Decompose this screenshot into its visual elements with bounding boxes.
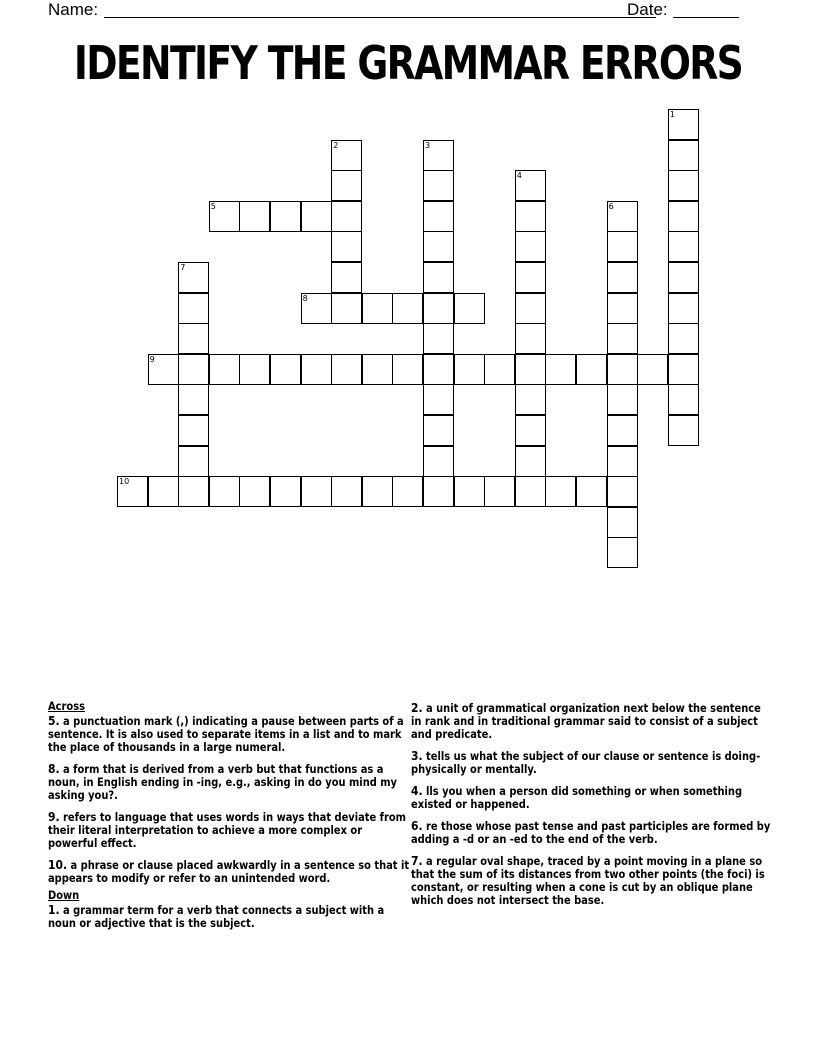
crossword-cell[interactable] [423,415,454,446]
crossword-cell[interactable] [362,476,393,507]
crossword-cell[interactable] [209,476,240,507]
crossword-cell[interactable] [331,231,362,262]
crossword-cell[interactable] [607,537,638,568]
down-title: Down [48,888,80,902]
clue-number: 2. [411,700,423,715]
name-label: Name: [48,0,99,19]
clue-text: re those whose past tense and past participles are formed by adding a -d or an -ed to the end of the verb. [411,819,771,846]
crossword-cell[interactable] [178,446,209,477]
crossword-cell[interactable] [515,446,546,477]
crossword-cell[interactable] [637,354,668,385]
crossword-cell[interactable] [545,476,576,507]
clues-column-right [411,701,774,915]
clue-down-2 [411,701,774,741]
crossword-cell[interactable] [607,231,638,262]
crossword-cell[interactable] [515,384,546,415]
clue-down-1 [48,903,409,930]
crossword-cell[interactable] [515,262,546,293]
crossword-cell[interactable] [576,354,607,385]
clue-down-4 [411,784,774,811]
crossword-cell[interactable] [331,293,362,324]
crossword-cell[interactable] [331,476,362,507]
cell-number: 9 [149,354,155,364]
crossword-cell[interactable] [423,262,454,293]
crossword-cell[interactable] [239,201,270,232]
crossword-cell[interactable] [515,415,546,446]
crossword-cell[interactable] [423,293,454,324]
clue-text: a grammar term for a verb that connects a subject with a noun or adjective that is the subject. [48,903,385,930]
clue-across-9 [48,810,409,850]
clue-text: a phrase or clause placed awkwardly in a sentence so that it appears to modify or refer to an unintended word. [48,858,410,885]
clue-across-5 [48,714,409,754]
crossword-cell[interactable] [331,170,362,201]
crossword-cell[interactable] [178,323,209,354]
clue-text: a punctuation mark (,) indicating a pause between parts of a sentence. It is also used to separate items in a list and to mark the place of thousands in a large numeral. [48,714,404,754]
crossword-cell[interactable] [148,476,179,507]
cell-number: 1 [669,110,675,119]
crossword-cell[interactable] [668,354,699,385]
cell-number: 4 [516,171,522,181]
crossword-cell[interactable] [209,201,240,232]
crossword-cell[interactable] [668,140,699,171]
clue-across-10 [48,858,409,885]
crossword-cell[interactable] [607,323,638,354]
crossword-cell[interactable] [454,476,485,507]
clues-column-left [48,700,409,938]
crossword-cell[interactable] [331,140,362,171]
clue-text: a form that is derived from a verb but that functions as a noun, in English ending in -ing, e.g., asking in do you mind my asking you?. [48,762,398,802]
clue-number: 1. [48,902,60,917]
crossword-cell[interactable] [301,476,332,507]
crossword-cell[interactable] [148,354,179,385]
crossword-cell[interactable] [515,293,546,324]
clue-down-3 [411,749,774,776]
crossword-cell[interactable] [270,201,301,232]
crossword-cell[interactable] [607,354,638,385]
crossword-cell[interactable] [301,293,332,324]
crossword-cell[interactable] [515,476,546,507]
crossword-cell[interactable] [362,293,393,324]
crossword-cell[interactable] [668,293,699,324]
crossword-cell[interactable] [668,201,699,232]
crossword-cell[interactable] [423,476,454,507]
crossword-cell[interactable] [515,323,546,354]
crossword-cell[interactable] [270,476,301,507]
page-title: IDENTIFY THE GRAMMAR ERRORS [73,36,743,90]
crossword-cell[interactable] [668,323,699,354]
crossword-cell[interactable] [117,476,148,507]
crossword-cell[interactable] [178,415,209,446]
clue-text: refers to language that uses words in ways that deviate from their literal interpretation to achieve a more complex or powerful effect. [48,810,406,850]
crossword-cell[interactable] [668,384,699,415]
crossword-cell[interactable] [423,446,454,477]
crossword-cell[interactable] [545,354,576,385]
cell-number: 10 [119,477,130,487]
clue-text: tells us what the subject of our clause or sentence is doing-physically or mentally. [411,749,761,776]
crossword-cell[interactable] [178,293,209,324]
cell-number: 5 [210,201,216,211]
crossword-cell[interactable] [331,262,362,293]
clue-text: a unit of grammatical organization next below the sentence in rank and in traditional grammar said to consist of a subject and predicate. [411,701,761,741]
crossword-cell[interactable] [668,231,699,262]
crossword-cell[interactable] [668,170,699,201]
cell-number: 3 [425,140,431,150]
crossword-cell[interactable] [515,170,546,201]
crossword-cell[interactable] [392,293,423,324]
crossword-cell[interactable] [301,201,332,232]
clue-text: lls you when a person did something or when something existed or happened. [411,784,743,811]
crossword-cell[interactable] [423,231,454,262]
crossword-cell[interactable] [209,354,240,385]
date-label: Date: [627,0,668,19]
crossword-cell[interactable] [301,354,332,385]
crossword-cell[interactable] [607,507,638,538]
crossword-cell[interactable] [607,476,638,507]
clue-down-6 [411,819,774,846]
crossword-cell[interactable] [331,201,362,232]
crossword-cell[interactable] [392,354,423,385]
crossword-cell[interactable] [362,354,393,385]
clue-text: a regular oval shape, traced by a point moving in a plane so that the sum of its distances from two other points (the foci) is constant, or resulting when a cone is cut by an oblique plane which does not intersect the base. [411,854,765,907]
crossword-cell[interactable] [668,109,699,140]
crossword-cell[interactable] [576,476,607,507]
crossword-cell[interactable] [239,354,270,385]
crossword-cell[interactable] [515,231,546,262]
clue-number: 7. [411,853,423,868]
crossword-cell[interactable] [454,293,485,324]
clue-number: 6. [411,818,423,833]
crossword-cell[interactable] [607,262,638,293]
crossword-cell[interactable] [515,354,546,385]
crossword-cell[interactable] [331,354,362,385]
crossword-cell[interactable] [515,201,546,232]
cell-number: 8 [302,293,308,303]
clue-down-7 [411,854,774,907]
crossword-cell[interactable] [668,262,699,293]
clue-number: 5. [48,713,60,728]
across-title: Across [48,699,85,713]
cell-number: 7 [180,263,186,272]
crossword-cell[interactable] [607,415,638,446]
clue-number: 4. [411,783,423,798]
crossword-cell[interactable] [392,476,423,507]
crossword-cell[interactable] [423,140,454,171]
crossword-cell[interactable] [423,354,454,385]
cell-number: 6 [608,201,614,211]
crossword-cell[interactable] [178,354,209,385]
crossword-cell[interactable] [607,293,638,324]
clue-number: 10. [48,857,68,872]
crossword-cell[interactable] [607,201,638,232]
crossword-cell[interactable] [178,262,209,293]
crossword-cell[interactable] [423,170,454,201]
crossword-cell[interactable] [270,354,301,385]
crossword-cell[interactable] [668,415,699,446]
crossword-cell[interactable] [423,323,454,354]
crossword-cell[interactable] [454,354,485,385]
crossword-cell[interactable] [607,446,638,477]
crossword-cell[interactable] [423,384,454,415]
crossword-cell[interactable] [178,384,209,415]
crossword-cell[interactable] [239,476,270,507]
clue-across-8 [48,762,409,802]
clue-number: 8. [48,761,60,776]
crossword-cell[interactable] [484,476,515,507]
crossword-cell[interactable] [607,384,638,415]
cell-number: 2 [333,140,339,150]
crossword-cell[interactable] [484,354,515,385]
clue-number: 3. [411,748,423,763]
clue-number: 9. [48,809,60,824]
crossword-cell[interactable] [178,476,209,507]
crossword-cell[interactable] [423,201,454,232]
